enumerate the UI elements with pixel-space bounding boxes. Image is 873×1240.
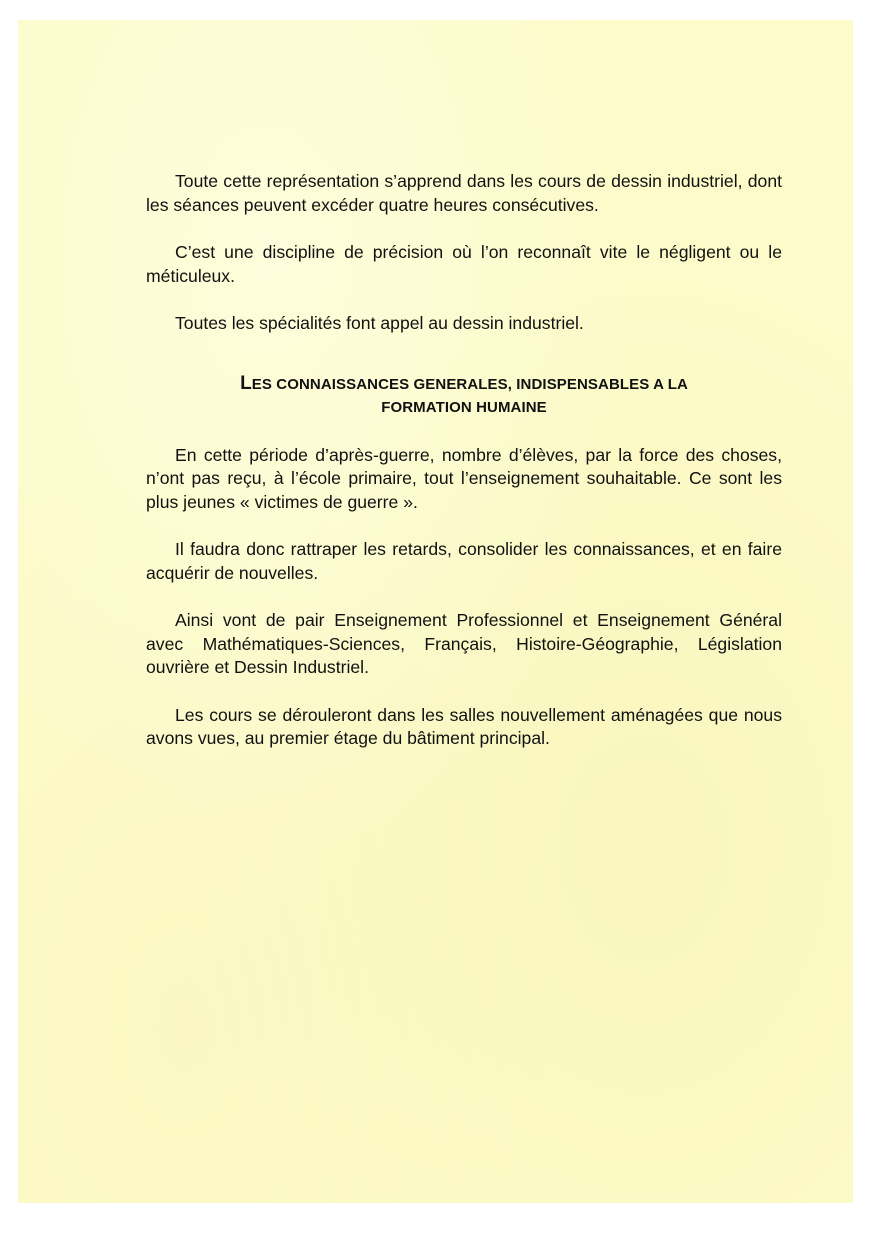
- paragraph-subjects: Ainsi vont de pair Enseignement Professionnel et Enseignement Général avec Mathématiques-Sciences, Français, Histoire-Géographie, Législation ouvrière et Dessin Industriel.: [146, 610, 782, 677]
- paragraph-post-war: En cette période d’après-guerre, nombre d’élèves, par la force des choses, n’ont pas reçu, à l’école primaire, tout l’enseignement souhaitable. Ce sont les plus jeunes « victimes de guerre ».: [146, 444, 782, 512]
- section-heading-line2: FORMATION HUMAINE: [381, 399, 547, 416]
- section-heading: [146, 372, 782, 420]
- paragraph-catch-up: Il faudra donc rattraper les retards, consolider les connaissances, et en faire acquérir de nouvelles.: [146, 539, 782, 583]
- paragraph-specialities: Toutes les spécialités font appel au dessin industriel.: [175, 313, 584, 333]
- paragraph-drawing-courses: Toute cette représentation s’apprend dans les cours de dessin industriel, dont les séances peuvent excéder quatre heures consécutives.: [146, 171, 782, 215]
- paper-sheet: [18, 20, 853, 1203]
- section-heading-line1: LES CONNAISSANCES GENERALES, INDISPENSABLES A LA: [240, 372, 688, 394]
- paragraph-precision: C’est une discipline de précision où l’on reconnaît vite le négligent ou le méticuleux.: [146, 242, 782, 286]
- paragraph-classrooms: Les cours se dérouleront dans les salles nouvellement aménagées que nous avons vues, au premier étage du bâtiment principal.: [146, 704, 782, 748]
- document-body: [146, 170, 782, 775]
